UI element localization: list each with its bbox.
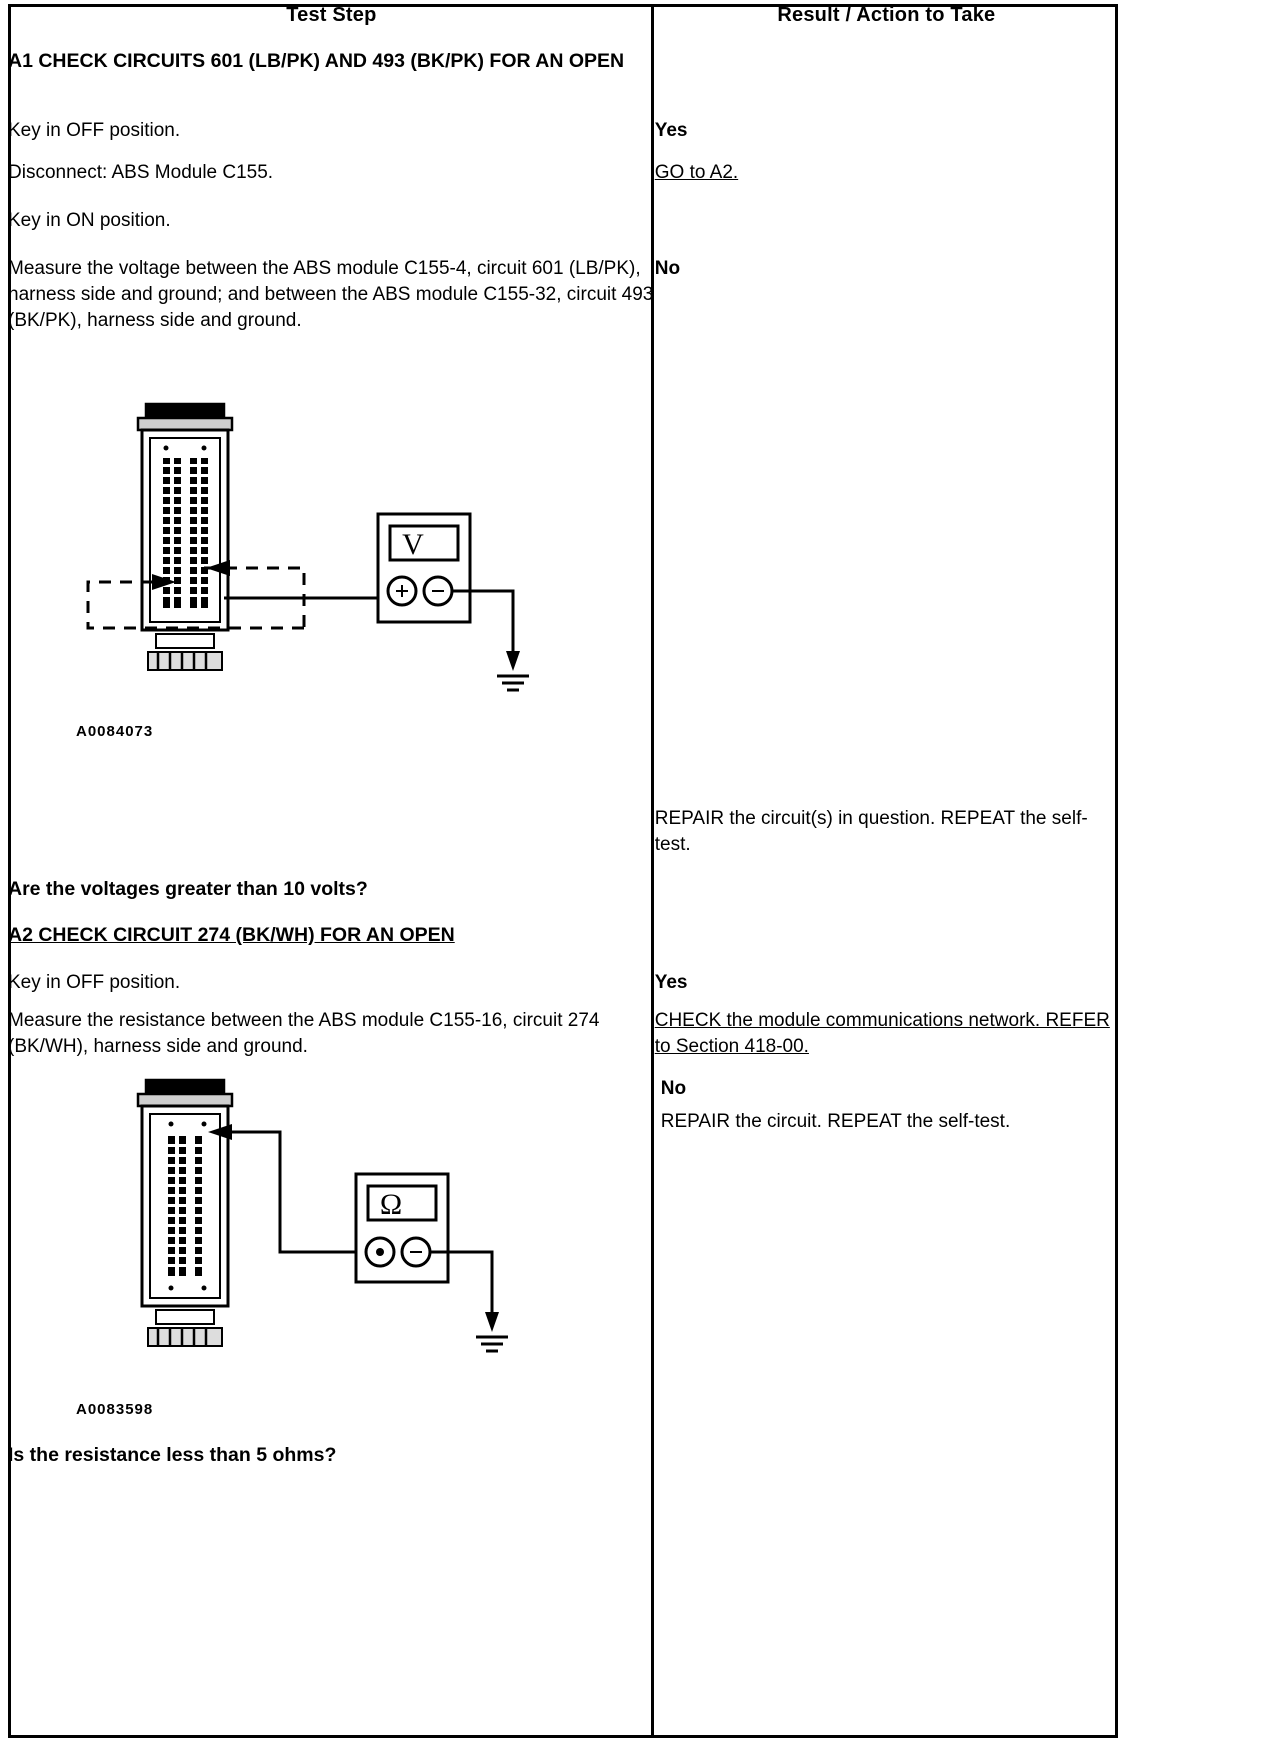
step-a1-instruction-3: Key in ON position. [8,210,171,231]
step-a1-no-action-row [8,806,1118,878]
step-a1-title-row [8,48,1118,118]
step-a1-instruction-row-2 [8,160,1118,208]
step-a1-result-gap-1 [655,208,1118,256]
table-header-row [8,4,1118,48]
step-a1-instruction-row-3 [8,208,1118,256]
step-a2-result-no-action: REPAIR the circuit. REPEAT the self-test. [660,1111,1011,1132]
step-a2-figure-id: A0083598 [76,1401,154,1418]
step-a2-title-row [8,922,1118,968]
svg-text:Ω: Ω [379,1188,403,1221]
step-a2-result-yes-label: Yes [654,972,688,993]
step-a2-result-no-label: No [660,1078,687,1099]
header-test-step: Test Step [286,4,377,26]
step-a1-question-row [8,878,1118,922]
step-a1-instruction-row-1 [8,118,1118,160]
step-a2-result-yes-action[interactable]: CHECK the module communications network. REFER to Section 418-00. [654,1010,1110,1057]
table-border-bottom [8,1735,1118,1738]
step-a2-instruction-row-1 [8,968,1118,1006]
step-a2-instruction-2: Measure the resistance between the ABS module C155-16, circuit 274 (BK/WH), harness side and ground. [8,1010,600,1057]
diagnostic-procedure-table [8,4,1118,1490]
step-a1-question-result-cell [655,878,1118,922]
step-a1-result-gap-2 [655,386,1118,806]
step-a2-question-row [8,1444,1118,1490]
step-a1-question: Are the voltages greater than 10 volts? [8,878,368,900]
step-a2-result-no-cell [655,1074,1118,1444]
resistance-measurement-diagram [8,1074,608,1394]
step-a2-title-result-cell [655,922,1118,968]
header-result-action: Result / Action to Take [777,4,996,26]
step-a1-result-yes-label: Yes [654,120,688,141]
voltage-measurement-diagram [8,386,608,716]
step-a1-figure [8,386,655,806]
step-a2-title: A2 CHECK CIRCUIT 274 (BK/WH) FOR AN OPEN [8,924,455,946]
step-a1-instruction-2: Disconnect: ABS Module C155. [8,162,274,183]
step-a1-result-spacer [655,48,1118,118]
step-a1-figure-row [8,386,1118,806]
step-a1-result-no-action: REPAIR the circuit(s) in question. REPEAT the self-test. [654,808,1088,855]
step-a1-result-yes-action[interactable]: GO to A2. [654,162,739,183]
step-a2-question-result-cell [655,1444,1118,1490]
step-a1-figure-id: A0084073 [76,723,154,740]
step-a2-figure-row [8,1074,1118,1444]
step-a1-instruction-row-4 [8,256,1118,386]
step-a1-instruction-1: Key in OFF position. [8,120,181,141]
step-a1-title: A1 CHECK CIRCUITS 601 (LB/PK) AND 493 (BK/PK) FOR AN OPEN [8,50,625,72]
svg-text:V: V [402,528,424,561]
step-a2-instruction-row-2 [8,1006,1118,1074]
step-a2-question: Is the resistance less than 5 ohms? [8,1444,337,1466]
step-a2-instruction-1: Key in OFF position. [8,972,181,993]
step-a1-instruction-4: Measure the voltage between the ABS module C155-4, circuit 601 (LB/PK), harness side and ground; and between the ABS module C155-32, circuit 493 (BK/PK), harness side and ground. [8,258,654,331]
step-a2-result-yes-action-cell [655,1006,1118,1074]
step-a2-figure [8,1074,655,1444]
step-a1-result-yes-action-cell [655,160,1118,208]
step-a1-blank-cell [8,806,655,878]
step-a1-result-no-label: No [654,258,681,279]
